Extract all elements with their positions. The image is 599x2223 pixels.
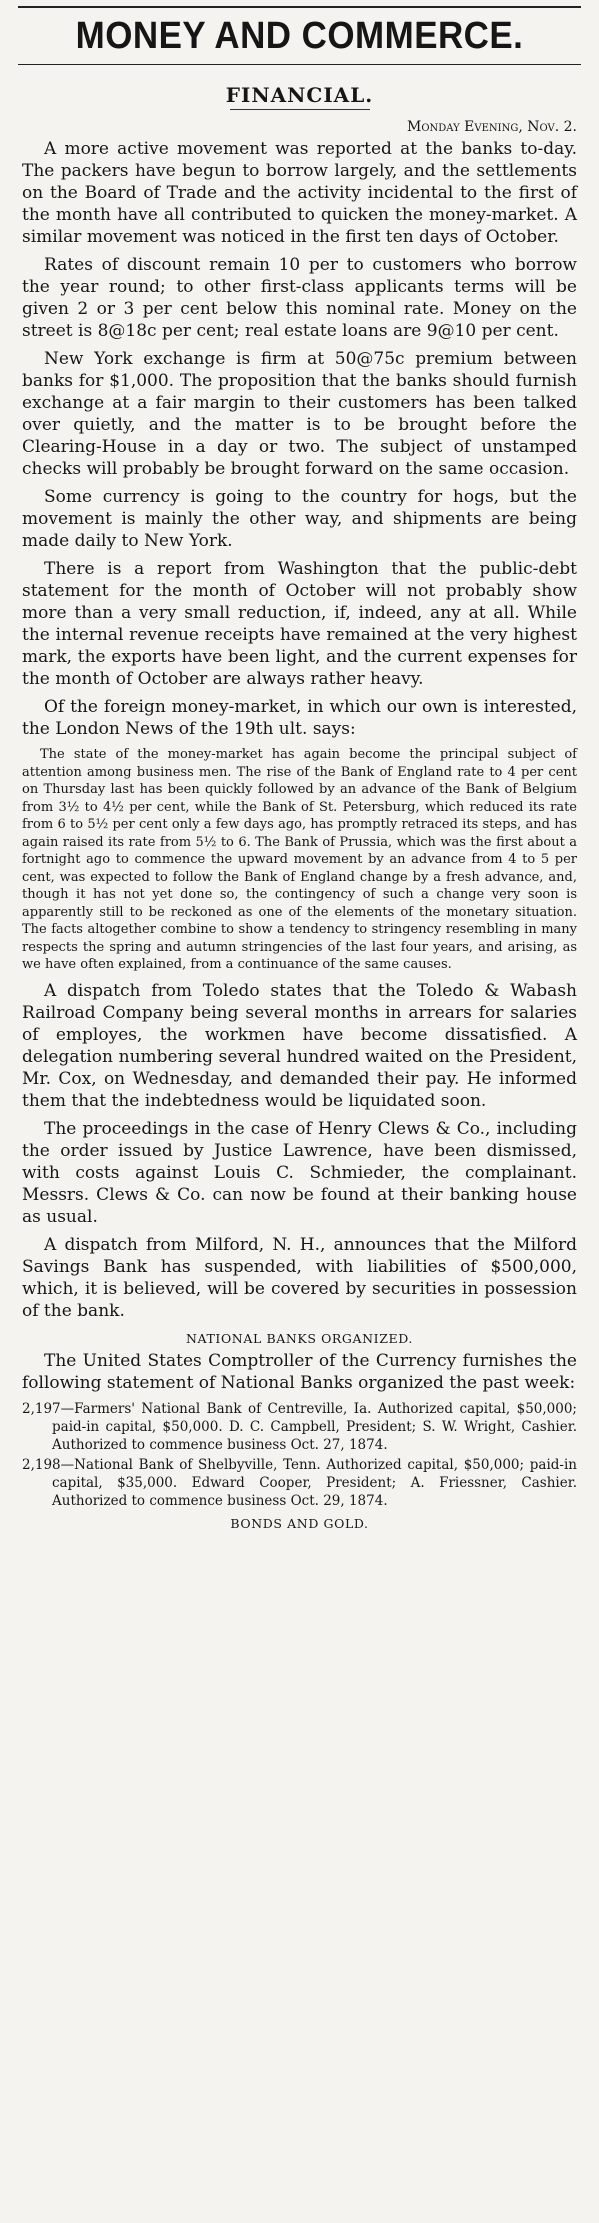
quoted-extract — [22, 746, 577, 974]
article-body-continued — [22, 980, 577, 1322]
paragraph: A dispatch from Milford, N. H., announces that the Milford Savings Bank has suspended, with liabilities of $500,000, which, it is believed, will be covered by securities in possession of the bank. — [22, 1234, 577, 1321]
section-rule — [230, 109, 370, 110]
paragraph: The proceedings in the case of Henry Clews & Co., including the order issued by Justice Lawrence, have been dismissed, with costs against Louis C. Schmieder, the complainant. Messrs. Clews & Co. can now be found at their banking house as usual. — [22, 1118, 577, 1227]
paragraph: Some currency is going to the country for hogs, but the movement is mainly the other way, and shipments are being made daily to New York. — [22, 487, 577, 551]
masthead-rule — [18, 64, 581, 65]
paragraph: The United States Comptroller of the Currency furnishes the following statement of National Banks organized the past week: — [22, 1350, 577, 1393]
bank-entry: 2,197—Farmers' National Bank of Centreville, Ia. Authorized capital, $50,000; paid-in capital, $50,000. D. C. Campbell, President; S. W. Wright, Cashier. Authorized to commence business Oct. 27, 1874. — [22, 1400, 577, 1453]
article-body — [22, 138, 577, 740]
paragraph: There is a report from Washington that the public-debt statement for the month of October will not probably show more than a very small reduction, if, indeed, any at all. While the internal revenue receipts have remained at the very highest mark, the exports have been light, and the current expenses for the month of October are always rather heavy. — [22, 559, 577, 689]
bank-list — [22, 1400, 577, 1510]
top-rule — [18, 6, 581, 8]
masthead: MONEY AND COMMERCE. — [75, 15, 524, 57]
subhead-national-banks: NATIONAL BANKS ORGANIZED. — [186, 1330, 413, 1346]
paragraph: A more active movement was reported at the banks to-day. The packers have begun to borrow largely, and the settlements on the Board of Trade and the activity incidental to the first of the month have all contributed to quicken the money-market. A similar movement was noticed in the first ten days of October. — [22, 139, 577, 247]
paragraph: Of the foreign money-market, in which our own is interested, the London News of the 19th ult. says: — [22, 697, 577, 739]
quote-text: The state of the money-market has again become the principal subject of attention among business men. The rise of the Bank of England rate to 4 per cent on Thursday last has been quickly followed by an advance of the Bank of Belgium from 3½ to 4½ per cent, while the Bank of St. Petersburg, which reduced its rate from 6 to 5½ per cent only a few days ago, has promptly retraced its steps, and has again raised its rate from 5½ to 6. The Bank of Prussia, which was the first about a fortnight ago to commence the upward movement by an advance from 4 to 5 per cent, was expected to follow the Bank of England change by a fresh advance, and, though it has not yet done so, the contingency of such a change very soon is apparently still to be reckoned as one of the elements of the monetary situation. The facts altogether combine to show a tendency to stringency resembling in many respects the spring and autumn stringencies of the last four years, and arising, as we have often explained, from a continuance of the same causes. — [22, 747, 577, 972]
banks-intro-block — [22, 1350, 577, 1394]
subhead-bonds-gold: BONDS AND GOLD. — [230, 1515, 369, 1531]
section-title: FINANCIAL. — [225, 83, 374, 107]
newspaper-column — [22, 6, 577, 1532]
bank-entry: 2,198—National Bank of Shelbyville, Tenn. Authorized capital, $50,000; paid-in capital, $35,000. Edward Cooper, President; A. Friessner, Cashier. Authorized to commence business Oct. 29, 1874. — [22, 1456, 577, 1509]
paragraph: A dispatch from Toledo states that the Toledo & Wabash Railroad Company being several months in arrears for salaries of employes, the workmen have become dissatisfied. A delegation numbering several hundred waited on the President, Mr. Cox, on Wednesday, and demanded their pay. He informed them that the indebtedness would be liquidated soon. — [22, 980, 577, 1111]
paragraph: Rates of discount remain 10 per to customers who borrow the year round; to other first-class applicants terms will be given 2 or 3 per cent below this nominal rate. Money on the street is 8@18c per cent; real estate loans are 9@10 per cent. — [22, 255, 577, 341]
paragraph: New York exchange is firm at 50@75c premium between banks for $1,000. The proposition that the banks should furnish exchange at a fair margin to their customers has been talked over quietly, and the matter is to be brought before the Clearing-House in a day or two. The subject of unstamped checks will probably be brought forward on the same occasion. — [22, 349, 577, 479]
dateline: Monday Evening, Nov. 2. — [406, 119, 577, 135]
